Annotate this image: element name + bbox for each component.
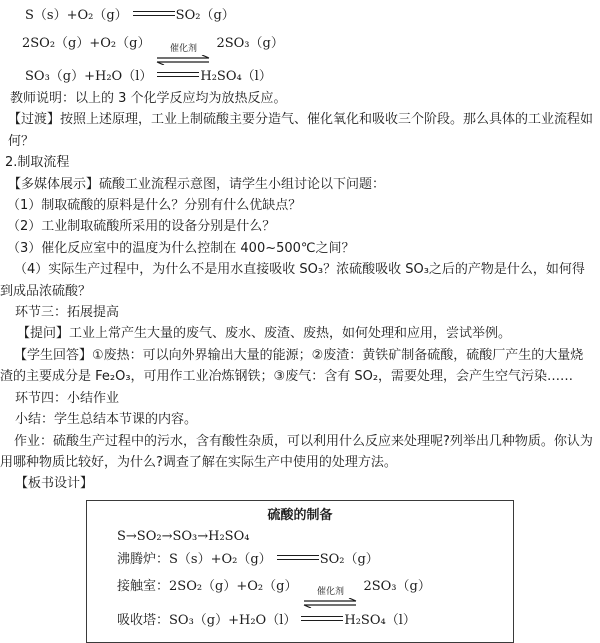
paragraph-question-4: （4）实际生产过程中，为什么不是用水直接吸收 SO₃？浓硫酸吸收 SO₃之后的产物是什么，如何得到成品浓硫酸？ bbox=[0, 262, 585, 299]
paragraph-stage-4: 环节四：小结作业 bbox=[15, 390, 120, 406]
catalyst-label: 催化剂 bbox=[169, 44, 197, 54]
board-title: 硫酸的制备 bbox=[267, 507, 333, 523]
catalyst-label: 催化剂 bbox=[316, 586, 344, 597]
equation-right: SO₂（g） bbox=[319, 551, 379, 567]
paragraph-board-heading: 【板书设计】 bbox=[15, 476, 94, 492]
equation-right: 2SO₃（g） bbox=[363, 578, 431, 594]
chemical-equation-so2 bbox=[0, 4, 600, 28]
chemical-equation-so3 bbox=[0, 29, 600, 65]
equation-right: 2SO₃（g） bbox=[216, 36, 284, 51]
equation-right: SO₂（g） bbox=[175, 8, 235, 23]
reversible-arrow-icon bbox=[154, 44, 212, 65]
board-row-absorption-tower bbox=[117, 608, 503, 633]
paragraph-stage-3: 环节三：拓展提高 bbox=[15, 305, 120, 321]
paragraph-ask: 【提问】工业上常产生大量的废气、废水、废渣、废热，如何处理和应用，尝试举例。 bbox=[17, 326, 512, 342]
equation-left: SO₃（g）+H₂O（l） bbox=[169, 612, 297, 628]
process-flow: S→SO₂→SO₃→H₂SO₄ bbox=[117, 528, 250, 544]
double-line-equals-icon bbox=[277, 555, 319, 560]
equation-left: SO₃（g）+H₂O（l） bbox=[25, 69, 153, 84]
board-row-contact-chamber bbox=[117, 572, 503, 608]
paragraph-student-answer: 【学生回答】①废热：可以向外界输出大量的能源；②废渣：黄铁矿制备硫酸，硫酸厂产生的大量烧渣的主要成分是 Fe₂O₃，可用作工业冶炼钢铁；③废气：含有 SO₂，需要处理，会产生空气污染…… bbox=[0, 347, 584, 385]
paragraph-homework: 作业：硫酸生产过程中的污水，含有酸性杂质，可以利用什么反应来处理呢?列举出几种物质。你认为用哪种物质比较好，为什么?调查了解在实际生产中使用的处理方法。 bbox=[0, 433, 593, 470]
double-line-equals-icon bbox=[301, 616, 343, 621]
paragraph-question-3: （3）催化反应室中的温度为什么控制在 400~500℃之间？ bbox=[7, 240, 355, 256]
equation-right: H₂SO₄（l） bbox=[344, 612, 416, 628]
reversible-arrow-icon bbox=[301, 587, 359, 608]
equation-left: 2SO₂（g）+O₂（g） bbox=[22, 36, 151, 51]
paragraph-transition: 【过渡】按照上述原理，工业上制硫酸主要分造气、催化氧化和吸收三个阶段。那么具体的工业流程如何？ bbox=[8, 112, 594, 149]
paragraph-question-2: （2）工业制取硫酸所采用的设备分别是什么？ bbox=[7, 219, 276, 235]
paragraph-multimedia: 【多媒体展示】硫酸工业流程示意图，请学生小组讨论以下问题： bbox=[8, 176, 386, 192]
paragraph-teacher-note: 教师说明：以上的 3 个化学反应均为放热反应。 bbox=[10, 91, 287, 106]
chemical-equation-h2so4 bbox=[0, 65, 600, 88]
row-label: 接触室： bbox=[117, 578, 170, 594]
double-line-equals-icon bbox=[157, 72, 199, 77]
equation-right: H₂SO₄（l） bbox=[200, 69, 272, 84]
paragraph-summary: 小结：学生总结本节课的内容。 bbox=[15, 412, 198, 428]
equation-left: 2SO₂（g）+O₂（g） bbox=[169, 578, 298, 594]
row-label: 沸腾炉： bbox=[117, 551, 170, 567]
paragraph-section-2: 2.制取流程 bbox=[5, 155, 70, 171]
equation-left: S（s）+O₂（g） bbox=[25, 8, 128, 23]
blackboard-design-box bbox=[86, 500, 514, 643]
double-line-equals-icon bbox=[133, 11, 175, 16]
board-row-boiler bbox=[117, 547, 503, 572]
equation-left: S（s）+O₂（g） bbox=[169, 551, 272, 567]
equations-block bbox=[0, 4, 600, 88]
paragraph-question-1: （1）制取硫酸的原料是什么？分别有什么优缺点？ bbox=[7, 198, 302, 214]
row-label: 吸收塔： bbox=[117, 612, 170, 628]
